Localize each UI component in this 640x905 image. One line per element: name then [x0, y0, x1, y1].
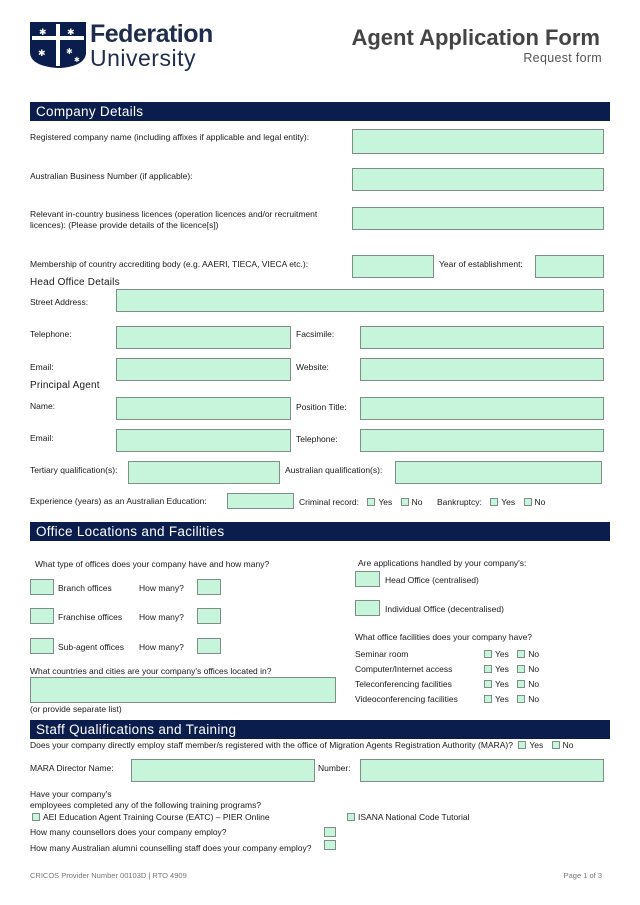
experience-field[interactable] [227, 493, 294, 509]
telephone-field[interactable] [116, 326, 291, 349]
branch-offices-checkbox[interactable] [30, 579, 54, 595]
experience-label: Experience (years) as an Australian Education: [30, 496, 207, 506]
computer-no-checkbox[interactable] [517, 665, 525, 673]
facility-seminar-yn [484, 649, 539, 659]
videoconf-no-label: No [528, 694, 540, 704]
svg-text:✱: ✱ [39, 28, 47, 38]
computer-no-label: No [528, 664, 540, 674]
website-label: Website: [296, 362, 329, 372]
mara-question: Does your company directly employ staff member/s registered with the office of Migration Agents Registration Authority (MARA)? [30, 740, 513, 750]
street-address-label: Street Address: [30, 297, 89, 307]
year-established-label: Year of establishment: [439, 259, 523, 269]
footer-page-number: Page 1 of 3 [563, 871, 602, 880]
computer-yes-label: Yes [495, 664, 509, 674]
individual-office-checkbox[interactable] [355, 600, 380, 616]
branch-how-many-label: How many? [139, 583, 184, 593]
criminal-record-label: Criminal record: [299, 497, 359, 507]
pa-email-label: Email: [30, 433, 54, 443]
page-subtitle: Request form [523, 51, 602, 65]
seminar-no-checkbox[interactable] [517, 650, 525, 658]
teleconf-yes-label: Yes [495, 679, 509, 689]
email-label: Email: [30, 362, 54, 372]
countries-question: What countries and cities are your company's offices located in? [30, 666, 272, 676]
facility-videoconf-yn [484, 694, 539, 704]
criminal-record-group [299, 497, 423, 507]
mara-no-checkbox[interactable] [552, 741, 560, 749]
abn-label: Australian Business Number (if applicable): [30, 171, 193, 181]
logo-university: University [90, 45, 196, 71]
seminar-yes-checkbox[interactable] [484, 650, 492, 658]
facility-teleconf-yn [484, 679, 539, 689]
bankruptcy-group [437, 497, 545, 507]
mara-yes-checkbox[interactable] [518, 741, 526, 749]
criminal-no-label: No [411, 497, 423, 507]
subagent-offices-checkbox[interactable] [30, 638, 54, 654]
head-office-centralised-label: Head Office (centralised) [385, 575, 479, 585]
telephone-label: Telephone: [30, 329, 72, 339]
mara-question-group [30, 740, 573, 750]
pa-telephone-label: Telephone: [296, 434, 338, 444]
branch-offices-label: Branch offices [58, 583, 112, 593]
facility-seminar-label: Seminar room [355, 649, 409, 659]
registered-name-label: Registered company name (including affixes if applicable and legal entity): [30, 132, 310, 142]
facsimile-label: Facsimile: [296, 329, 335, 339]
bankruptcy-yes-checkbox[interactable] [490, 498, 498, 506]
videoconf-yes-checkbox[interactable] [484, 695, 492, 703]
computer-yes-checkbox[interactable] [484, 665, 492, 673]
svg-text:✱: ✱ [38, 49, 46, 59]
tertiary-field[interactable] [128, 461, 280, 484]
section-office-locations: Office Locations and Facilities [30, 522, 610, 541]
facilities-question: What office facilities does your company have? [355, 632, 533, 642]
university-logo [30, 20, 220, 72]
email-field[interactable] [116, 358, 291, 381]
principal-agent-heading: Principal Agent [30, 380, 100, 391]
alumni-field[interactable] [324, 840, 336, 850]
pa-email-field[interactable] [116, 429, 291, 452]
franchise-how-many-label: How many? [139, 612, 184, 622]
bankruptcy-yes-label: Yes [501, 497, 516, 507]
mara-yes-label: Yes [529, 740, 544, 750]
mara-number-field[interactable] [360, 759, 604, 782]
criminal-yes-label: Yes [378, 497, 393, 507]
australian-qual-field[interactable] [395, 461, 602, 484]
svg-text:✱: ✱ [67, 28, 75, 38]
svg-text:✱: ✱ [74, 56, 80, 64]
tertiary-label: Tertiary qualification(s): [30, 465, 118, 475]
membership-field[interactable] [352, 255, 434, 278]
branch-count-field[interactable] [197, 579, 221, 595]
teleconf-no-label: No [528, 679, 540, 689]
licences-label-2: licences): (Please provide details of the licence[s]) [30, 220, 219, 230]
year-established-field[interactable] [535, 255, 604, 278]
abn-field[interactable] [352, 168, 604, 191]
section-staff-qualifications: Staff Qualifications and Training [30, 720, 610, 739]
position-title-label: Position Title: [296, 402, 347, 412]
licences-label-1: Relevant in-country business licences (operation licences and/or recruitment [30, 209, 318, 219]
bankruptcy-no-label: No [534, 497, 546, 507]
seminar-no-label: No [528, 649, 540, 659]
street-address-field[interactable] [116, 289, 604, 312]
facility-computer-yn [484, 664, 539, 674]
eatc-option [32, 812, 270, 822]
franchise-offices-checkbox[interactable] [30, 608, 54, 624]
australian-qual-label: Australian qualification(s): [285, 465, 383, 475]
bankruptcy-label: Bankruptcy: [437, 497, 482, 507]
mara-director-label: MARA Director Name: [30, 763, 114, 773]
svg-text:✱: ✱ [66, 47, 73, 56]
licences-field[interactable] [352, 207, 604, 230]
countries-field[interactable] [30, 677, 336, 703]
name-field[interactable] [116, 397, 291, 420]
counsellors-field[interactable] [324, 827, 336, 837]
seminar-yes-label: Yes [495, 649, 509, 659]
subagent-offices-label: Sub-agent offices [58, 642, 124, 652]
page-title: Agent Application Form [351, 25, 600, 50]
mara-number-label: Number: [318, 763, 351, 773]
videoconf-yes-label: Yes [495, 694, 509, 704]
alumni-question: How many Australian alumni counselling staff does your company employ? [30, 843, 312, 853]
registered-name-field[interactable] [352, 129, 604, 154]
handled-question: Are applications handled by your company's: [358, 558, 527, 568]
mara-director-field[interactable] [131, 759, 315, 782]
head-office-heading: Head Office Details [30, 277, 120, 288]
counsellors-question: How many counsellors does your company employ? [30, 827, 227, 837]
franchise-offices-label: Franchise offices [58, 612, 123, 622]
facility-computer-label: Computer/Internet access [355, 664, 453, 674]
separate-list-note: (or provide separate list) [30, 704, 122, 714]
membership-label: Membership of country accrediting body (e.g. AAERI, TIECA, VIECA etc.): [30, 259, 309, 269]
criminal-no-checkbox[interactable] [401, 498, 409, 506]
logo-emblem-icon [30, 22, 90, 68]
facility-teleconf-label: Teleconferencing facilities [355, 679, 452, 689]
isana-option [347, 812, 470, 822]
office-types-question: What type of offices does your company have and how many? [35, 559, 270, 569]
criminal-yes-checkbox[interactable] [367, 498, 375, 506]
head-office-centralised-checkbox[interactable] [355, 571, 380, 587]
individual-office-label: Individual Office (decentralised) [385, 604, 504, 614]
name-label: Name: [30, 401, 56, 411]
teleconf-yes-checkbox[interactable] [484, 680, 492, 688]
mara-no-label: No [562, 740, 574, 750]
training-question-1: Have your company's [30, 789, 112, 799]
subagent-how-many-label: How many? [139, 642, 184, 652]
franchise-count-field[interactable] [197, 608, 221, 624]
bankruptcy-no-checkbox[interactable] [524, 498, 532, 506]
subagent-count-field[interactable] [197, 638, 221, 654]
teleconf-no-checkbox[interactable] [517, 680, 525, 688]
eatc-checkbox[interactable] [32, 813, 40, 821]
website-field[interactable] [360, 358, 604, 381]
facility-videoconf-label: Videoconferencing facilities [355, 694, 458, 704]
logo-federation: Federation [90, 20, 213, 48]
position-title-field[interactable] [360, 397, 604, 420]
videoconf-no-checkbox[interactable] [517, 695, 525, 703]
isana-checkbox[interactable] [347, 813, 355, 821]
eatc-label: AEI Education Agent Training Course (EATC) – PIER Online [43, 812, 270, 822]
isana-label: ISANA National Code Tutorial [358, 812, 470, 822]
pa-telephone-field[interactable] [360, 429, 604, 452]
training-question-2: employees completed any of the following training programs? [30, 800, 262, 810]
facsimile-field[interactable] [360, 326, 604, 349]
section-company-details: Company Details [30, 102, 610, 121]
footer-cricos: CRICOS Provider Number 00103D | RTO 4909 [30, 871, 187, 880]
